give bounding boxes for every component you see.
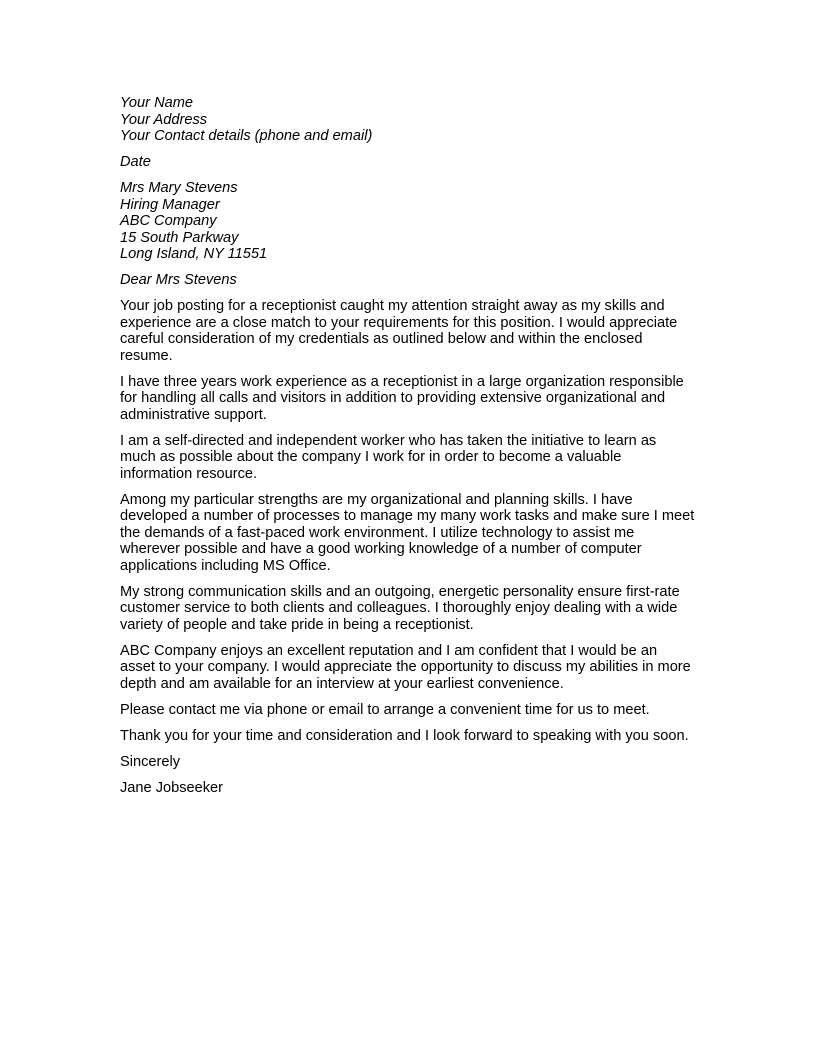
closing-text: Sincerely (120, 753, 181, 770)
sender-name: Your Name (120, 95, 194, 111)
sender-address-line: Your Address (120, 111, 208, 128)
recipient-city: Long Island, NY 11551 (120, 246, 268, 262)
body-paragraph: Thank you for your time and consideration and I look forward to speaking with you soon. (120, 727, 689, 744)
salutation-text: Dear Mrs Stevens (120, 272, 237, 288)
date-text: Date (120, 154, 151, 170)
signature-name: Jane Jobseeker (120, 779, 224, 796)
body-paragraph: ABC Company enjoys an excellent reputation and I am confident that I would be an asset to your company. I would appreciate the opportunity to discuss my abilities in more depth and am available for an interview at your earliest convenience. (120, 642, 691, 692)
recipient-company: ABC Company (120, 213, 217, 229)
body-paragraph: I have three years work experience as a receptionist in a large organization responsible for handling all calls and visitors in addition to providing extensive organizational and administrative support. (120, 373, 684, 423)
sender-address (120, 95, 700, 145)
recipient-address (120, 180, 700, 263)
body-paragraph: Among my particular strengths are my organizational and planning skills. I have developed a number of processes to manage my many work tasks and make sure I meet the demands of a fast-paced work environment. I utilize technology to assist me wherever possible and have a good working knowledge of a number of computer applications including MS Office. (120, 491, 695, 574)
letter-body (120, 298, 700, 744)
sender-contact: Your Contact details (phone and email) (120, 128, 373, 144)
body-paragraph: I am a self-directed and independent worker who has taken the initiative to learn as much as possible about the company I work for in order to become a valuable information resource. (120, 432, 657, 482)
recipient-street: 15 South Parkway (120, 229, 239, 246)
recipient-title: Hiring Manager (120, 196, 220, 213)
cover-letter (120, 95, 700, 806)
letter-date (120, 154, 700, 171)
closing (120, 754, 700, 771)
salutation (120, 272, 700, 289)
recipient-name: Mrs Mary Stevens (120, 180, 238, 196)
body-paragraph: Please contact me via phone or email to arrange a convenient time for us to meet. (120, 701, 650, 718)
body-paragraph: Your job posting for a receptionist caught my attention straight away as my skills and experience are a close match to your requirements for this position. I would appreciate careful consideration of my credentials as outlined below and within the enclosed resume. (120, 298, 678, 364)
body-paragraph: My strong communication skills and an outgoing, energetic personality ensure first-rate customer service to both clients and colleagues. I thoroughly enjoy dealing with a wide variety of people and take pride in being a receptionist. (120, 583, 680, 633)
signature (120, 780, 700, 797)
